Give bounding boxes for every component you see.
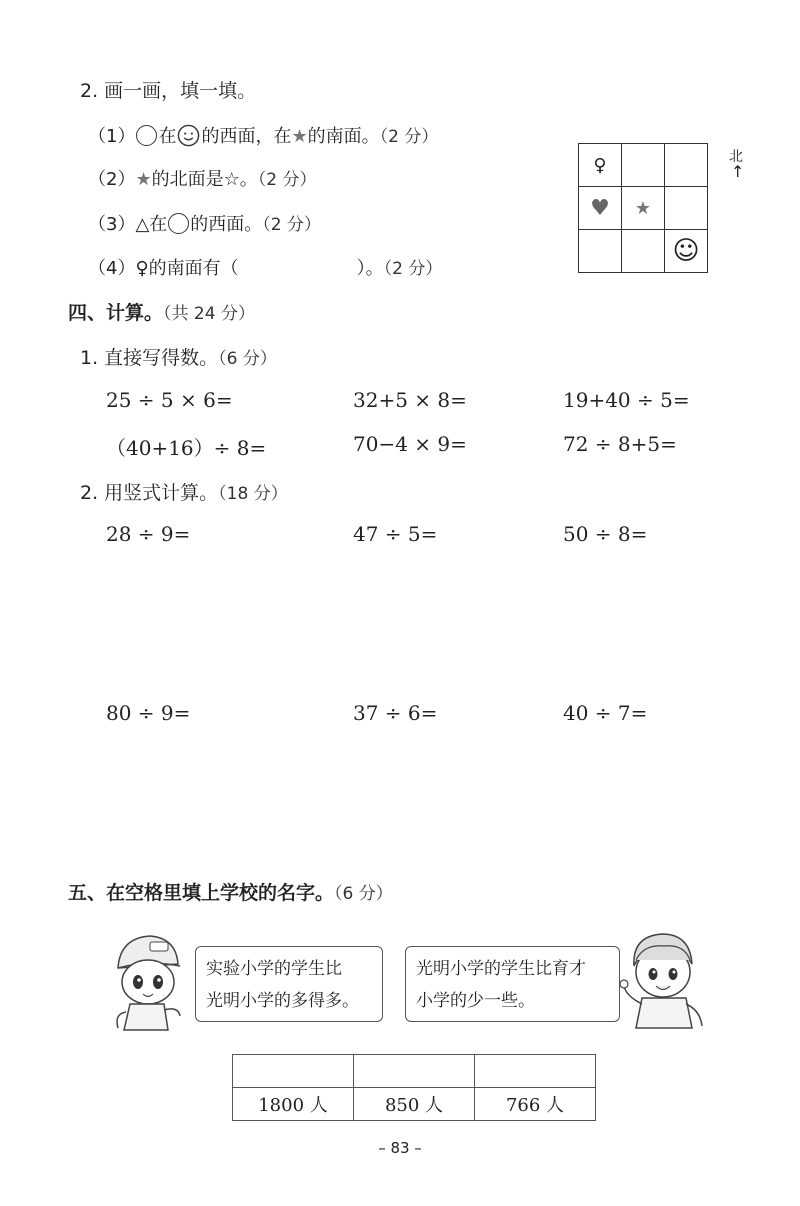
grid-cell[interactable] xyxy=(622,230,665,273)
circle-icon xyxy=(168,213,189,234)
student-count-cell: 1800 人 xyxy=(233,1088,354,1121)
expr: 72 ÷ 8+5= xyxy=(563,432,677,456)
expr: 25 ÷ 5 × 6= xyxy=(106,388,233,412)
q2-item-2: （2）★的北面是☆。（2 分） xyxy=(88,169,317,190)
grid-cell-star[interactable]: ★ xyxy=(622,187,665,230)
circle-icon xyxy=(136,125,157,146)
q2-item-1: （1） 在 的西面，在★的南面。（2 分） xyxy=(88,126,439,147)
north-arrow-icon: ↑ xyxy=(731,162,745,181)
school-name-blank[interactable] xyxy=(475,1055,596,1088)
expr: 32+5 × 8= xyxy=(353,388,467,412)
expr: 37 ÷ 6= xyxy=(353,701,438,725)
north-label: 北 xyxy=(729,149,743,165)
section-5-title: 五、在空格里填上学校的名字。（6 分） xyxy=(68,882,393,904)
school-name-blank[interactable] xyxy=(233,1055,354,1088)
grid-cell[interactable] xyxy=(665,187,708,230)
filled-star-icon: ★ xyxy=(135,169,152,190)
expr: 50 ÷ 8= xyxy=(563,522,648,546)
section-4-q2-title: 2. 用竖式计算。（18 分） xyxy=(80,482,288,504)
student-count-cell: 850 人 xyxy=(354,1088,475,1121)
section-4-title: 四、计算。（共 24 分） xyxy=(68,302,255,324)
expr: 40 ÷ 7= xyxy=(563,701,648,725)
q2-item-4: （4）♀的南面有（ ）。（2 分） xyxy=(88,258,443,279)
expr: （40+16）÷ 8= xyxy=(106,436,267,460)
expr: 70−4 × 9= xyxy=(353,432,467,456)
grid-cell-heart[interactable]: ♥ xyxy=(579,187,622,230)
grid-cell[interactable] xyxy=(579,230,622,273)
page-number: – 83 – xyxy=(378,1139,422,1157)
direction-grid xyxy=(578,143,708,273)
q2-item-3: （3）△在 的西面。（2 分） xyxy=(88,214,322,235)
section-4-q1-title: 1. 直接写得数。（6 分） xyxy=(80,347,277,369)
expr: 28 ÷ 9= xyxy=(106,522,191,546)
hollow-star-icon: ☆ xyxy=(223,169,240,190)
expr: 80 ÷ 9= xyxy=(106,701,191,725)
student-count-cell: 766 人 xyxy=(475,1088,596,1121)
filled-star-icon: ★ xyxy=(291,126,308,147)
grid-cell-smiley[interactable]: ☺ xyxy=(665,230,708,273)
expr: 19+40 ÷ 5= xyxy=(563,388,690,412)
school-table xyxy=(232,1054,596,1121)
grid-cell[interactable] xyxy=(622,144,665,187)
boy-with-cap-illustration xyxy=(108,930,190,1035)
speech-bubble-left: 实验小学的学生比 光明小学的多得多。 xyxy=(195,946,383,1022)
expr: 47 ÷ 5= xyxy=(353,522,438,546)
speech-bubble-right: 光明小学的学生比育才 小学的少一些。 xyxy=(405,946,620,1022)
grid-cell[interactable]: ♀ xyxy=(579,144,622,187)
question-2-title: 2. 画一画，填一填。 xyxy=(80,80,257,102)
boy-illustration xyxy=(618,926,708,1032)
smiley-face-icon xyxy=(177,124,200,147)
school-name-blank[interactable] xyxy=(354,1055,475,1088)
grid-cell[interactable] xyxy=(665,144,708,187)
